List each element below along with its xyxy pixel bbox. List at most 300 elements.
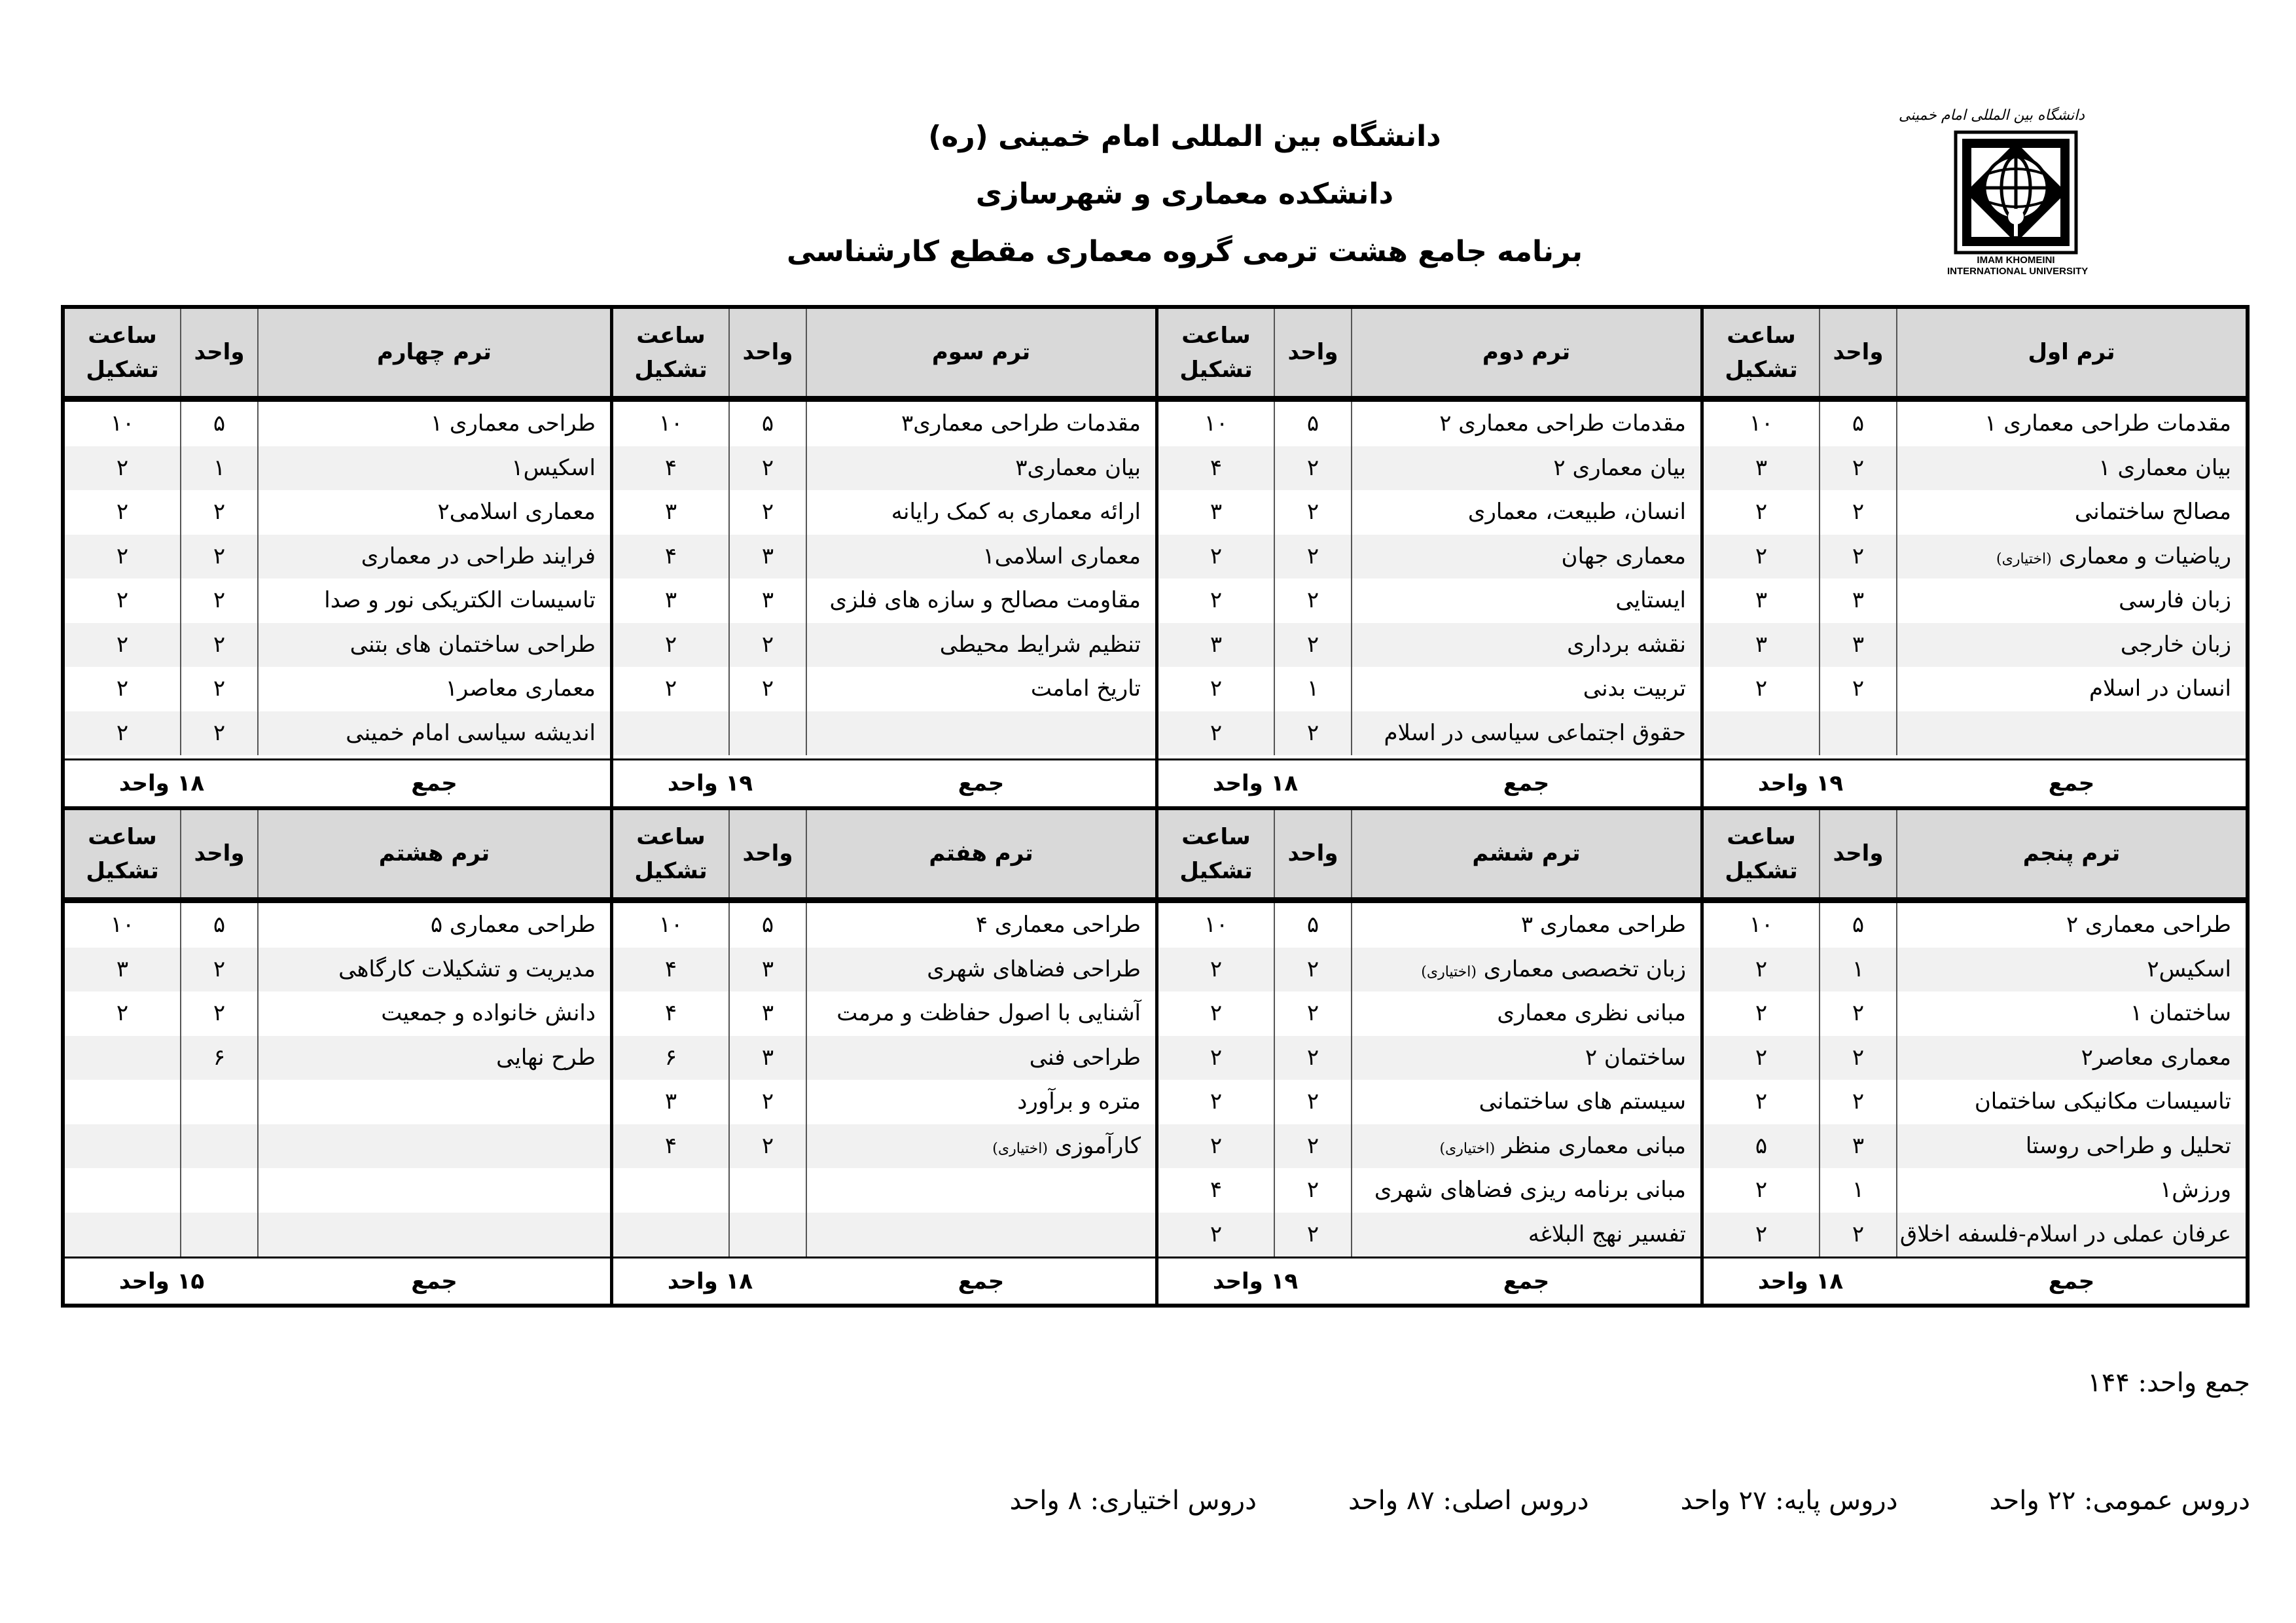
term-block — [1155, 309, 1700, 806]
course-units: ۵ — [1275, 903, 1352, 948]
course-units: ۲ — [181, 579, 259, 623]
hours-header-line1: ساعت — [1181, 322, 1251, 349]
course-name — [807, 535, 1155, 579]
term-total: ۱۸ واحد — [667, 1268, 753, 1294]
term-header — [1704, 309, 2246, 402]
term-block — [1700, 806, 2246, 1304]
course-units: ۵ — [1275, 402, 1352, 446]
course-row — [1704, 535, 2246, 579]
course-row — [1704, 446, 2246, 491]
course-title: ورزش۱ — [2159, 1177, 2231, 1203]
course-name — [1897, 903, 2246, 948]
core-courses-units: دروس اصلی: ۸۷ واحد — [1348, 1486, 1589, 1516]
course-units: ۲ — [1275, 1124, 1352, 1169]
course-name — [1352, 402, 1700, 446]
course-units: ۲ — [730, 623, 807, 668]
course-hours — [1704, 711, 1820, 756]
course-row — [613, 490, 1155, 535]
term-total: ۱۸ واحد — [118, 770, 205, 796]
term-title: ترم هفتم — [929, 840, 1033, 866]
course-row — [1158, 667, 1700, 711]
hours-column-header — [65, 810, 181, 897]
course-units: ۳ — [730, 991, 807, 1036]
course-hours: ۲ — [1158, 1080, 1275, 1124]
hours-column-header — [1704, 810, 1820, 897]
course-title: دانش خانواده و جمعیت — [381, 1000, 596, 1026]
general-courses-units: دروس عمومی: ۲۲ واحد — [1989, 1486, 2250, 1516]
course-units — [730, 1213, 807, 1257]
sum-label: جمع — [2048, 1268, 2095, 1294]
course-units: ۵ — [1820, 402, 1897, 446]
hours-header-line2: تشکیل — [86, 857, 159, 884]
course-hours: ۲ — [1158, 711, 1275, 756]
course-hours: ۱۰ — [613, 402, 730, 446]
course-units: ۲ — [730, 1080, 807, 1124]
course-name — [259, 1124, 610, 1169]
hours-column-header — [1158, 309, 1275, 396]
course-hours: ۲ — [65, 579, 181, 623]
course-row — [1704, 1080, 2246, 1124]
course-row — [65, 402, 610, 446]
course-hours — [65, 1036, 181, 1080]
course-row — [65, 579, 610, 623]
course-name — [807, 402, 1155, 446]
course-row — [613, 446, 1155, 491]
course-units — [1820, 711, 1897, 756]
term-total-row — [65, 1257, 610, 1304]
course-units: ۳ — [1820, 579, 1897, 623]
course-name — [259, 490, 610, 535]
term-header — [1158, 810, 1700, 903]
course-row — [1158, 991, 1700, 1036]
course-title: اسکیس۱ — [511, 454, 596, 481]
course-row — [65, 711, 610, 756]
course-row — [1158, 1168, 1700, 1213]
term-total-row — [613, 1257, 1155, 1304]
course-hours: ۲ — [1704, 1036, 1820, 1080]
hours-header-line1: ساعت — [88, 322, 157, 349]
course-row — [613, 1124, 1155, 1169]
course-units: ۵ — [1820, 903, 1897, 948]
course-row — [1158, 490, 1700, 535]
course-units — [730, 711, 807, 756]
course-name — [1352, 948, 1700, 992]
course-hours: ۱۰ — [613, 903, 730, 948]
course-name — [1897, 948, 2246, 992]
course-name — [259, 579, 610, 623]
course-title: زبان فارسی — [2119, 587, 2231, 613]
course-row — [1704, 948, 2246, 992]
course-hours: ۴ — [613, 1124, 730, 1169]
course-row — [613, 579, 1155, 623]
course-title: اسکیس۲ — [2147, 955, 2231, 982]
course-row — [65, 623, 610, 668]
course-hours: ۲ — [1704, 490, 1820, 535]
term-block — [610, 309, 1155, 806]
course-units: ۲ — [730, 490, 807, 535]
course-row — [65, 535, 610, 579]
course-title: تاسیسات الکتریکی نور و صدا — [324, 587, 596, 613]
course-name — [1897, 402, 2246, 446]
university-name: دانشگاه بین المللی امام خمینی (ره) — [928, 120, 1441, 153]
course-name — [807, 667, 1155, 711]
course-name — [1897, 991, 2246, 1036]
course-title: مبانی نظری معماری — [1497, 1000, 1686, 1026]
course-hours: ۳ — [1704, 446, 1820, 491]
course-title: مقدمات طراحی معماری ۱ — [1984, 410, 2231, 437]
term-total-row — [1704, 758, 2246, 806]
term-title: ترم چهارم — [377, 339, 492, 365]
term-title: ترم هشتم — [378, 840, 490, 866]
course-units: ۲ — [181, 948, 259, 992]
course-title: عرفان عملی در اسلام-فلسفه اخلاق — [1899, 1221, 2231, 1247]
course-hours: ۳ — [613, 579, 730, 623]
course-title: معماری معاصر۲ — [2081, 1044, 2231, 1071]
course-row — [613, 667, 1155, 711]
term-header — [65, 810, 610, 903]
hours-column-header — [613, 309, 730, 396]
course-row — [1158, 623, 1700, 668]
course-hours: ۲ — [1158, 1213, 1275, 1257]
course-row — [613, 1168, 1155, 1213]
course-title: طراحی فضاهای شهری — [927, 955, 1141, 982]
faculty-name: دانشکده معماری و شهرسازی — [975, 177, 1394, 211]
course-row — [1704, 623, 2246, 668]
course-hours: ۴ — [613, 446, 730, 491]
course-hours: ۲ — [1704, 535, 1820, 579]
course-units: ۲ — [1275, 1168, 1352, 1213]
course-title: طراحی فنی — [1029, 1044, 1141, 1071]
logo-english-line1: IMAM KHOMEINI — [1977, 255, 2055, 266]
course-hours — [613, 711, 730, 756]
course-name — [1897, 1168, 2246, 1213]
course-title: بیان معماری۳ — [1015, 454, 1141, 481]
course-units: ۲ — [1275, 1213, 1352, 1257]
course-name — [1897, 623, 2246, 668]
course-row — [1158, 535, 1700, 579]
course-note: (اختیاری) — [1421, 963, 1477, 980]
course-title: زبان خارجی — [2120, 631, 2231, 658]
course-units: ۱ — [1275, 667, 1352, 711]
course-hours: ۲ — [65, 711, 181, 756]
course-hours: ۶ — [613, 1036, 730, 1080]
course-row — [1704, 1168, 2246, 1213]
units-column-header: واحد — [730, 309, 807, 396]
course-name — [1897, 711, 2246, 756]
course-hours: ۳ — [1704, 579, 1820, 623]
program-title: برنامه جامع هشت ترمی گروه معماری مقطع کارشناسی — [787, 235, 1583, 268]
course-title: معماری اسلامی۱ — [982, 543, 1141, 569]
course-units: ۲ — [1820, 667, 1897, 711]
course-units — [181, 1124, 259, 1169]
course-row — [613, 535, 1155, 579]
term-block — [1700, 309, 2246, 806]
course-name — [1352, 1168, 1700, 1213]
course-title: حقوق اجتماعی سیاسی در اسلام — [1384, 719, 1686, 746]
course-hours — [65, 1124, 181, 1169]
course-hours: ۲ — [65, 623, 181, 668]
course-row — [613, 903, 1155, 948]
course-name — [1352, 1080, 1700, 1124]
hours-header-line2: تشکیل — [1725, 356, 1798, 383]
course-title: مقاومت مصالح و سازه های فلزی — [829, 587, 1141, 613]
course-units: ۶ — [181, 1036, 259, 1080]
course-row — [1158, 948, 1700, 992]
course-row — [1158, 402, 1700, 446]
course-row — [1158, 1036, 1700, 1080]
course-units — [181, 1168, 259, 1213]
course-hours: ۲ — [1158, 1124, 1275, 1169]
course-title: مدیریت و تشکیلات کارگاهی — [338, 955, 596, 982]
course-units: ۵ — [730, 903, 807, 948]
course-hours: ۳ — [1158, 623, 1275, 668]
course-name — [807, 1080, 1155, 1124]
hours-header-line2: تشکیل — [634, 356, 708, 383]
course-row — [1704, 991, 2246, 1036]
course-hours: ۲ — [65, 991, 181, 1036]
course-name — [807, 623, 1155, 668]
term-header — [613, 810, 1155, 903]
course-name — [807, 991, 1155, 1036]
term-total-row — [1158, 758, 1700, 806]
course-units: ۳ — [730, 948, 807, 992]
course-hours: ۱۰ — [65, 402, 181, 446]
course-row — [65, 1080, 610, 1124]
course-title: تحلیل و طراحی روستا — [2025, 1132, 2231, 1159]
course-hours: ۲ — [1158, 667, 1275, 711]
term-header — [65, 309, 610, 402]
course-name — [807, 579, 1155, 623]
course-units: ۲ — [1820, 991, 1897, 1036]
course-row — [613, 991, 1155, 1036]
course-title: بیان معماری ۱ — [2098, 454, 2231, 481]
course-title: طرح نهایی — [496, 1044, 596, 1071]
sum-label: جمع — [1503, 1268, 1550, 1294]
course-note: (اختیاری) — [1996, 550, 2052, 567]
course-units: ۲ — [1275, 490, 1352, 535]
course-title: طراحی معماری ۴ — [975, 912, 1141, 938]
course-hours: ۲ — [1158, 579, 1275, 623]
course-row — [1704, 490, 2246, 535]
course-title: تربیت بدنی — [1583, 675, 1686, 702]
course-row — [1704, 402, 2246, 446]
course-title: انسان در اسلام — [2089, 675, 2231, 702]
hours-column-header — [613, 810, 730, 897]
course-units: ۳ — [1820, 1124, 1897, 1169]
course-name — [1897, 446, 2246, 491]
course-units: ۲ — [181, 623, 259, 668]
hours-header-line2: تشکیل — [1179, 857, 1253, 884]
course-hours: ۴ — [613, 948, 730, 992]
course-title: ساختمان ۲ — [1585, 1044, 1686, 1071]
course-title: ساختمان ۱ — [2130, 1000, 2231, 1026]
course-row — [1158, 711, 1700, 756]
document-header — [720, 108, 1649, 281]
hours-header-line2: تشکیل — [634, 857, 708, 884]
course-hours: ۲ — [1704, 1213, 1820, 1257]
course-hours: ۲ — [65, 667, 181, 711]
course-row — [613, 1036, 1155, 1080]
course-row — [1704, 1124, 2246, 1169]
course-name — [1897, 1036, 2246, 1080]
course-name — [1352, 1124, 1700, 1169]
course-hours: ۲ — [613, 667, 730, 711]
term-block — [65, 309, 610, 806]
course-units: ۲ — [1275, 1080, 1352, 1124]
term-total: ۱۸ واحد — [1212, 770, 1299, 796]
course-units: ۲ — [730, 667, 807, 711]
units-column-header: واحد — [1820, 309, 1897, 396]
course-hours: ۴ — [613, 535, 730, 579]
course-name — [1352, 490, 1700, 535]
course-row — [613, 402, 1155, 446]
course-units: ۲ — [1275, 623, 1352, 668]
course-hours: ۱۰ — [1158, 903, 1275, 948]
course-name — [259, 1168, 610, 1213]
course-hours: ۲ — [65, 535, 181, 579]
course-name — [1352, 991, 1700, 1036]
course-hours: ۲ — [1704, 1080, 1820, 1124]
course-hours: ۲ — [1704, 667, 1820, 711]
logo-english-line2: INTERNATIONAL UNIVERSITY — [1947, 266, 2089, 277]
course-name — [1897, 535, 2246, 579]
course-title: فرایند طراحی در معماری — [361, 543, 596, 569]
course-name — [807, 490, 1155, 535]
hours-column-header — [65, 309, 181, 396]
course-name — [1352, 1213, 1700, 1257]
course-hours: ۱۰ — [1704, 402, 1820, 446]
course-row — [65, 991, 610, 1036]
course-name — [1352, 711, 1700, 756]
course-title: معماری اسلامی۲ — [437, 499, 596, 525]
course-name — [1897, 579, 2246, 623]
course-row — [1704, 1036, 2246, 1080]
course-row — [65, 948, 610, 992]
curriculum-table — [61, 305, 2250, 1308]
term-total: ۱۹ واحد — [667, 770, 753, 796]
course-title: مقدمات طراحی معماری ۲ — [1439, 410, 1686, 437]
course-name — [1352, 667, 1700, 711]
course-title: ریاضیات و معماری — [2058, 543, 2231, 569]
hours-header-line1: ساعت — [88, 823, 157, 850]
term-total: ۱۹ واحد — [1212, 1268, 1299, 1294]
course-row — [1704, 903, 2246, 948]
course-row — [1704, 1213, 2246, 1257]
course-name — [1352, 903, 1700, 948]
course-row — [1704, 667, 2246, 711]
course-units: ۱ — [1820, 1168, 1897, 1213]
hours-column-header — [1704, 309, 1820, 396]
course-title: سیستم های ساختمانی — [1479, 1088, 1686, 1115]
course-title: طراحی معماری ۵ — [430, 912, 596, 938]
term-total-row — [65, 758, 610, 806]
course-name — [1897, 1213, 2246, 1257]
course-units: ۲ — [181, 535, 259, 579]
course-title: مبانی معماری منظر — [1501, 1132, 1686, 1159]
course-units: ۲ — [1275, 711, 1352, 756]
course-name — [259, 948, 610, 992]
course-units: ۲ — [1820, 1213, 1897, 1257]
sum-label: جمع — [411, 1268, 457, 1294]
course-title: ارائه معماری به کمک رایانه — [891, 499, 1141, 525]
elective-courses-units: دروس اختیاری: ۸ واحد — [1009, 1486, 1257, 1516]
course-name — [259, 1213, 610, 1257]
course-title: مبانی برنامه ریزی فضاهای شهری — [1374, 1177, 1686, 1203]
course-title: طراحی معماری ۳ — [1520, 912, 1686, 938]
term-title: ترم پنجم — [2022, 840, 2121, 866]
course-title: طراحی معماری ۱ — [430, 410, 596, 437]
course-hours: ۳ — [65, 948, 181, 992]
course-hours: ۲ — [1704, 991, 1820, 1036]
course-hours: ۳ — [613, 1080, 730, 1124]
course-row — [613, 1080, 1155, 1124]
course-name — [1352, 1036, 1700, 1080]
term-title: ترم دوم — [1482, 339, 1571, 365]
course-units: ۲ — [1275, 1036, 1352, 1080]
course-name — [807, 1036, 1155, 1080]
course-name — [807, 948, 1155, 992]
course-units: ۲ — [730, 446, 807, 491]
course-title: مصالح ساختمانی — [2074, 499, 2231, 525]
course-row — [1704, 711, 2246, 756]
course-units: ۵ — [181, 903, 259, 948]
course-units: ۲ — [1820, 535, 1897, 579]
course-title: آشنایی با اصول حفاظت و مرمت — [836, 1000, 1141, 1026]
course-title: تاریخ امامت — [1030, 675, 1141, 702]
hours-header-line1: ساعت — [636, 823, 706, 850]
course-note: (اختیاری) — [992, 1140, 1048, 1157]
term-title: ترم سوم — [931, 339, 1031, 365]
term-block — [610, 806, 1155, 1304]
sum-label: جمع — [1503, 770, 1550, 796]
course-name — [1352, 446, 1700, 491]
course-hours: ۲ — [65, 490, 181, 535]
term-title: ترم اول — [2028, 339, 2115, 365]
course-units: ۲ — [1275, 535, 1352, 579]
course-units: ۲ — [1275, 579, 1352, 623]
course-note: (اختیاری) — [1439, 1140, 1496, 1157]
course-row — [65, 1213, 610, 1257]
sum-label: جمع — [411, 770, 457, 796]
course-name — [259, 623, 610, 668]
course-name — [807, 1168, 1155, 1213]
course-name — [807, 1124, 1155, 1169]
course-name — [259, 1080, 610, 1124]
units-column-header: واحد — [181, 309, 259, 396]
course-name — [259, 991, 610, 1036]
course-units: ۲ — [1275, 991, 1352, 1036]
course-title: طراحی ساختمان های بتنی — [350, 631, 596, 658]
course-hours: ۴ — [613, 991, 730, 1036]
course-title: معماری جهان — [1561, 543, 1686, 569]
course-hours — [613, 1168, 730, 1213]
course-hours: ۴ — [1158, 1168, 1275, 1213]
course-hours — [65, 1168, 181, 1213]
logo-calligraphy: دانشگاه بین المللی امام خمینی — [1898, 107, 2085, 124]
course-hours: ۳ — [1158, 490, 1275, 535]
course-name — [259, 711, 610, 756]
course-hours: ۲ — [613, 623, 730, 668]
course-title: زبان تخصصی معماری — [1483, 955, 1686, 982]
course-units: ۲ — [1275, 948, 1352, 992]
course-title: متره و برآورد — [1017, 1088, 1141, 1115]
course-units: ۵ — [181, 402, 259, 446]
term-block — [1155, 806, 1700, 1304]
course-row — [613, 1213, 1155, 1257]
course-units: ۳ — [730, 1036, 807, 1080]
sum-label: جمع — [2048, 770, 2095, 796]
term-total-row — [1158, 1257, 1700, 1304]
